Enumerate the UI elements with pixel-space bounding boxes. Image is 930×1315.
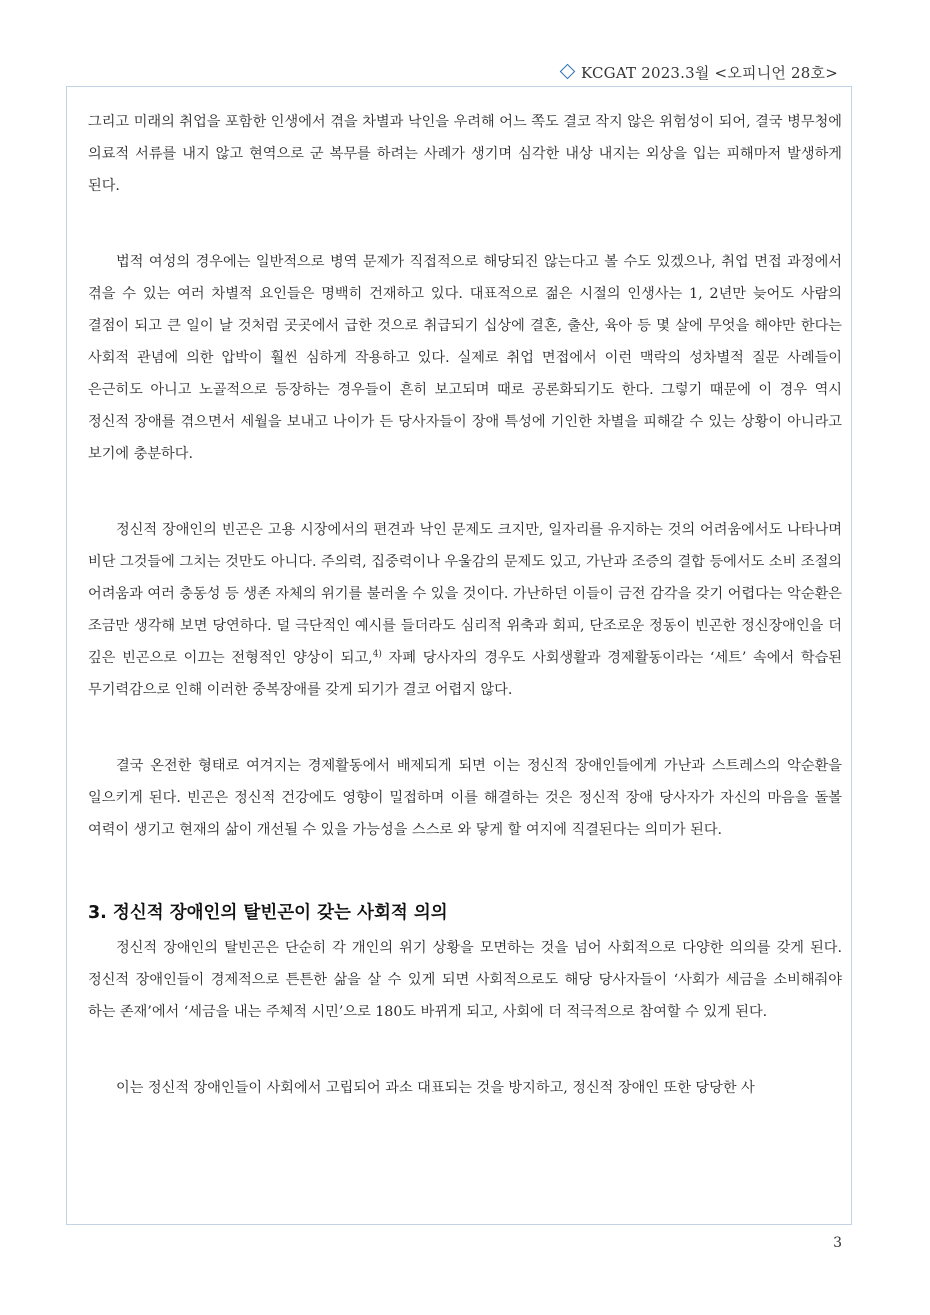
paragraph-2: 법적 여성의 경우에는 일반적으로 병역 문제가 직접적으로 해당되진 않는다고 볼 수도 있겠으나, 취업 면접 과정에서 겪을 수 있는 여러 차별적 요인들은 명백히 건재하고 있다. 대표적으로 젊은 시절의 인생사는 1, 2년만 늦어도 사람의 결점이 되고 큰 일이 날 것처럼 곳곳에서 급한 것으로 취급되기 십상에 결혼, 출산, 육아 등 몇 살에 무엇을 해야만 한다는 사회적 관념에 의한 압박이 훨씬 심하게 작용하고 있다. 실제로 취업 면접에서 이런 맥락의 성차별적 질문 사례들이 은근히도 아니고 노골적으로 등장하는 경우들이 흔히 보고되며 때로 공론화되기도 한다. 그렇기 때문에 이 경우 역시 정신적 장애를 겪으면서 세월을 보내고 나이가 든 당사자들이 장애 특성에 기인한 차별을 피해갈 수 있는 상황이 아니라고 보기에 충분하다. xyxy=(88,254,842,462)
paragraph-3-text: 정신적 장애인의 빈곤은 고용 시장에서의 편견과 낙인 문제도 크지만, 일자리를 유지하는 것의 어려움에서도 나타나며 비단 그것들에 그치는 것만도 아니다. 주의력, 집중력이나 우울감의 문제도 있고, 가난과 조증의 결합 등에서도 소비 조절의 어려움과 여러 충동성 등 생존 자체의 위기를 불러올 수 있을 것이다. 가난하던 이들이 금전 감각을 갖기 어렵다는 악순환은 조금만 생각해 보면 당연하다. 덜 극단적인 예시를 들더라도 심리적 위축과 회피, 단조로운 정동이 빈곤한 정신장애인을 더 깊은 빈곤으로 이끄는 전형적인 양상이 되고, xyxy=(88,522,842,666)
paragraph-6: 이는 정신적 장애인들이 사회에서 고립되어 과소 대표되는 것을 방지하고, 정신적 장애인 또한 당당한 사 xyxy=(116,1080,755,1096)
paragraph-3-cont: 자폐 당사자의 경우도 사회생활과 경제활동이라는 ‘세트’ 속에서 학습된 무기력감으로 인해 이러한 중복장애를 갖게 되기가 결코 어렵지 않다. xyxy=(88,650,842,698)
paragraph-3 xyxy=(88,514,842,706)
section-title: 3. 정신적 장애인의 탈빈곤이 갖는 사회적 의의 xyxy=(88,903,448,923)
paragraph-5: 정신적 장애인의 탈빈곤은 단순히 각 개인의 위기 상황을 모면하는 것을 넘어 사회적으로 다양한 의의를 갖게 된다. 정신적 장애인들이 경제적으로 튼튼한 삶을 살 수 있게 되면 사회적으로도 해당 당사자들이 ‘사회가 세금을 소비해줘야 하는 존재’에서 ‘세금을 내는 주체적 시민’으로 180도 바뀌게 되고, 사회에 더 적극적으로 참여할 수 있게 된다. xyxy=(88,940,842,1020)
header-text: KCGAT 2023.3월 <오피니언 28호> xyxy=(580,64,838,82)
footnote-ref: 4) xyxy=(372,649,382,660)
diamond-bullet-icon xyxy=(560,64,576,80)
main-content xyxy=(88,106,842,1104)
page-header xyxy=(562,62,838,83)
page-number: 3 xyxy=(833,1235,842,1251)
paragraph-1: 그리고 미래의 취업을 포함한 인생에서 겪을 차별과 낙인을 우려해 어느 쪽도 결코 작지 않은 위험성이 되어, 결국 병무청에 의료적 서류를 내지 않고 현역으로 군 복무를 하려는 사례가 생기며 심각한 내상 내지는 외상을 입는 피해마저 발생하게 된다. xyxy=(88,114,842,194)
paragraph-4: 결국 온전한 형태로 여겨지는 경제활동에서 배제되게 되면 이는 정신적 장애인들에게 가난과 스트레스의 악순환을 일으키게 된다. 빈곤은 정신적 건강에도 영향이 밀접하며 이를 해결하는 것은 정신적 장애 당사자가 자신의 마음을 돌볼 여력이 생기고 현재의 삶이 개선될 수 있을 가능성을 스스로 와 닿게 할 여지에 직결된다는 의미가 된다. xyxy=(88,758,842,838)
